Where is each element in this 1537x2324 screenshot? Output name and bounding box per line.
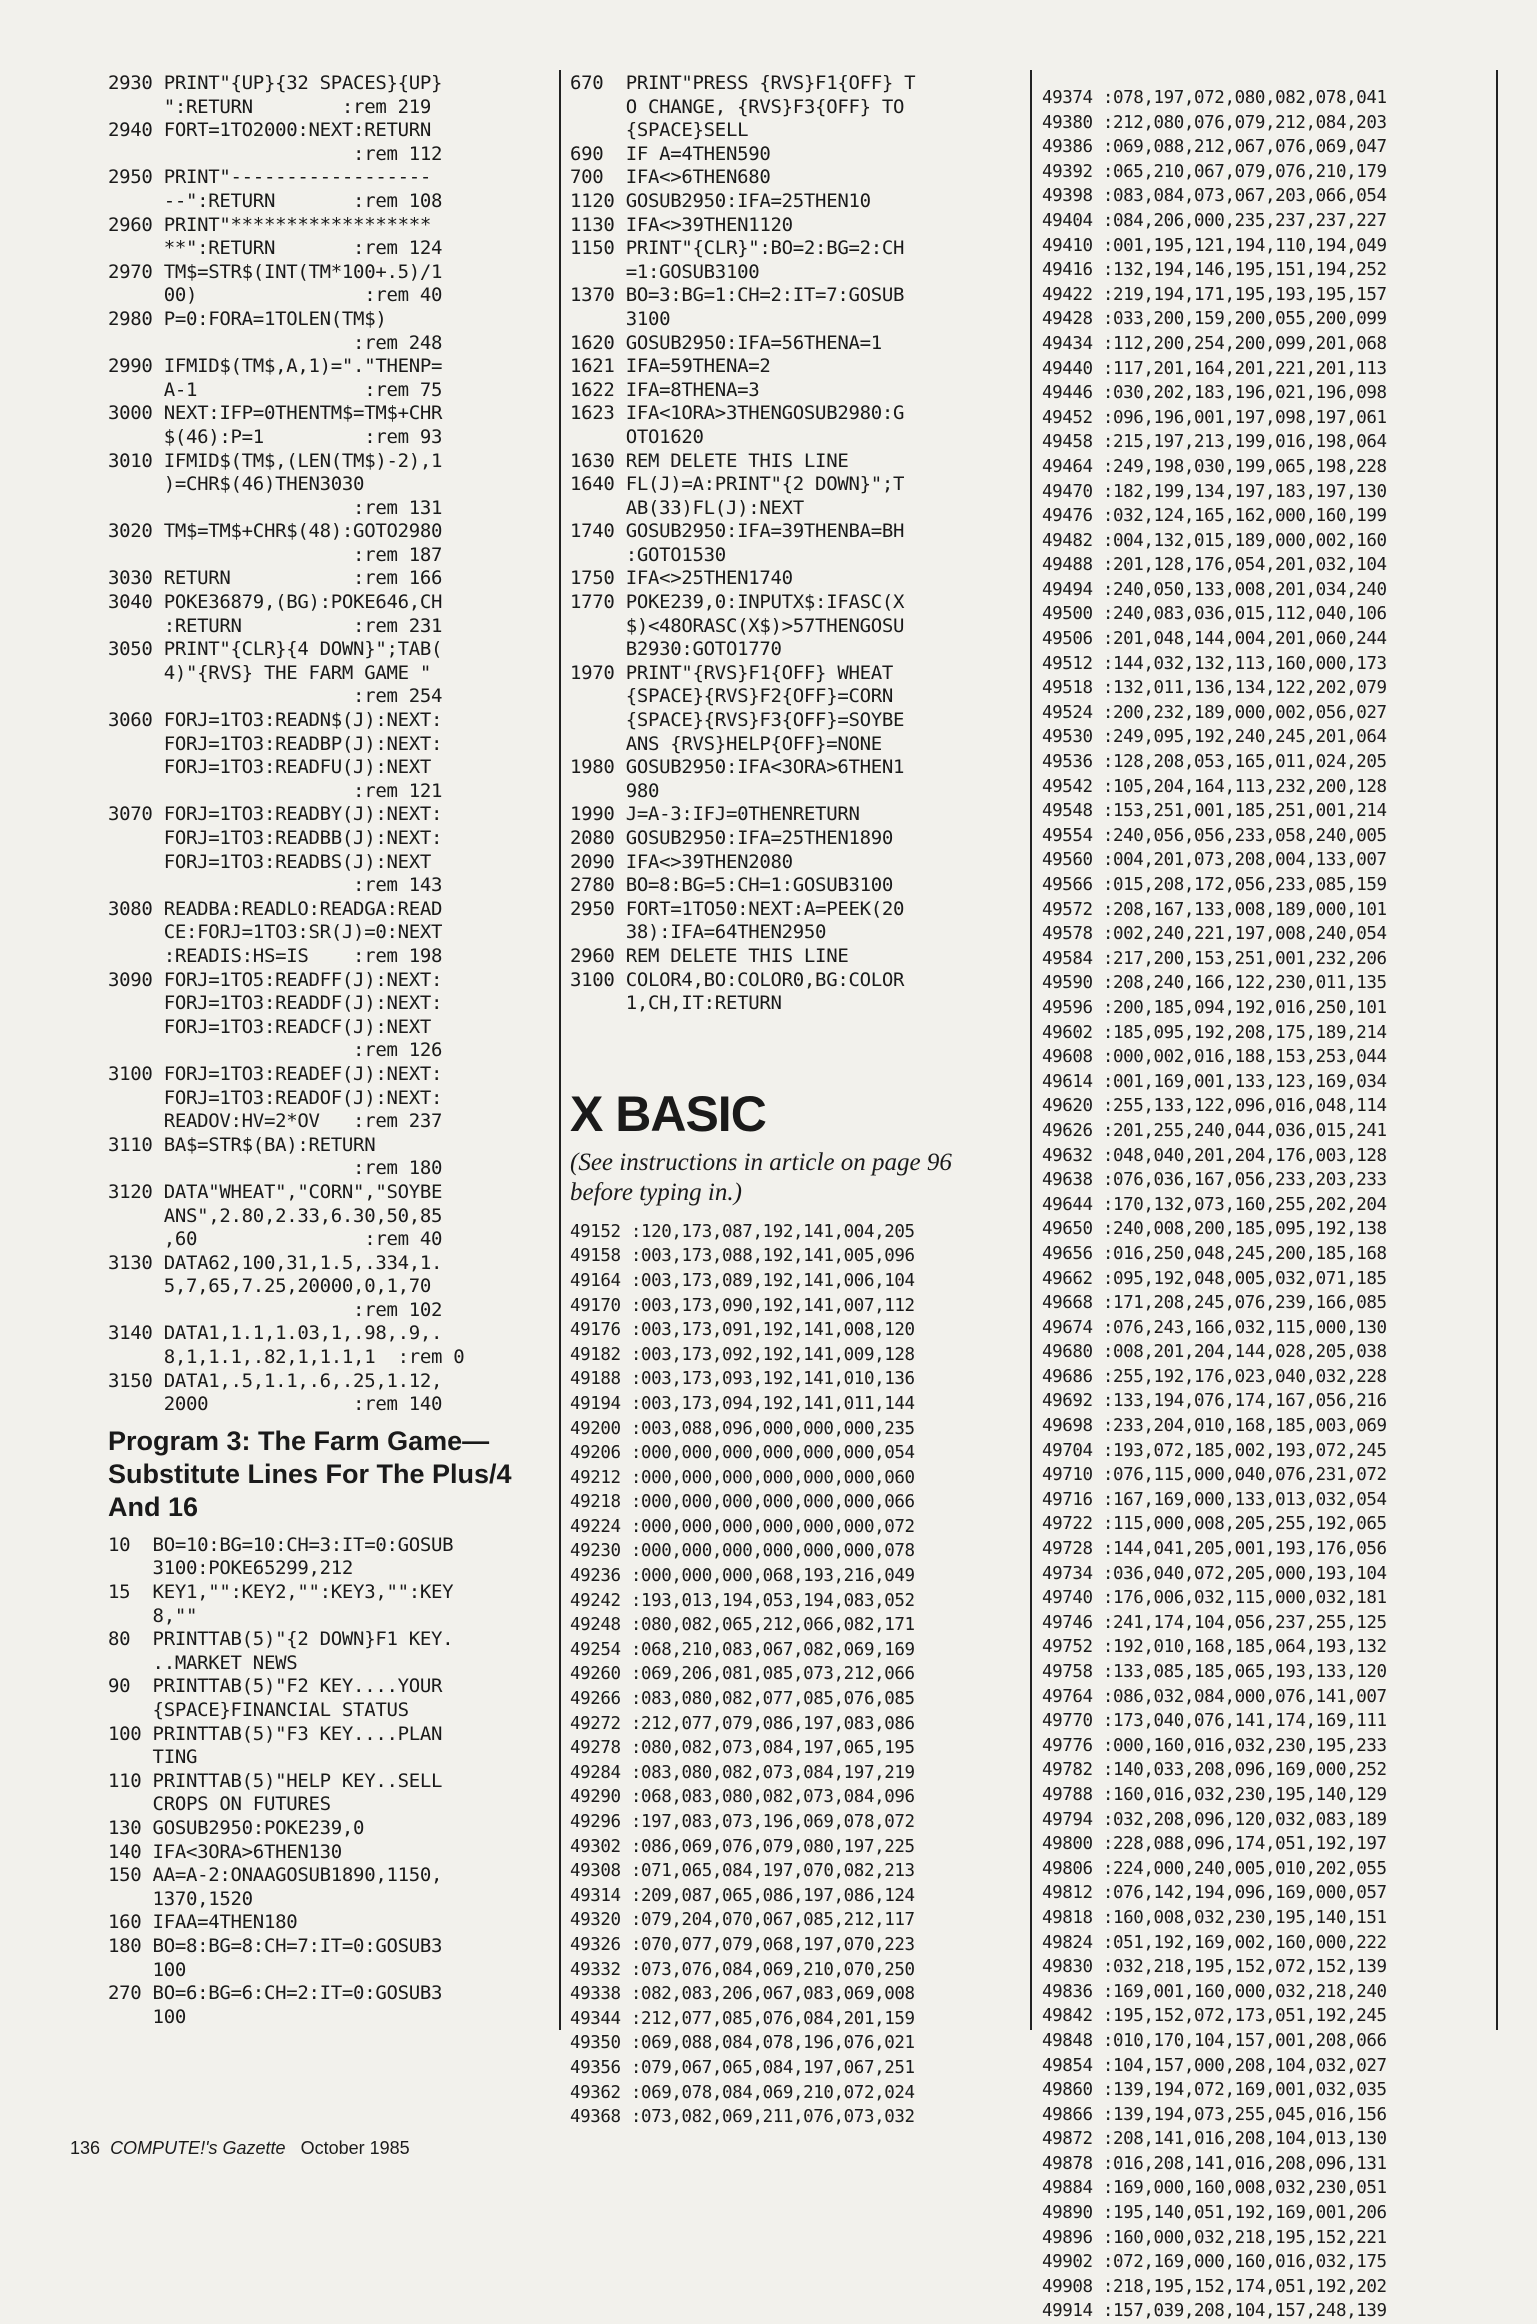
program-3-subtitle: The Farm Game— Substitute Lines For The Plus/4 And 16	[108, 1425, 512, 1522]
program-3-label: Program 3:	[108, 1425, 251, 1456]
magazine-name: COMPUTE!'s Gazette	[110, 2138, 286, 2158]
column-right	[1042, 86, 1492, 2324]
column-rule-right	[1030, 70, 1032, 2030]
page-number: 136	[70, 2138, 101, 2158]
x-basic-title: X BASIC	[570, 1085, 766, 1142]
x-basic-hex-listing-part1: 49152 :120,173,087,192,141,004,205 49158 :003,173,088,192,141,005,096 49164 :003,173,089,192,141,006,104 49170 :003,173,090,192,141,007,112 49176 :003,173,091,192,141,008,120 49182 :003,173,092,192,141,009,128 49188 :003,173,093,192,141,010,136 49194 :003,173,094,192,141,011,144 49200 :003,088,096,000,000,000,235 49206 :000,000,000,000,000,000,054 49212 :000,000,000,000,000,000,060 49218 :000,000,000,000,000,000,066 49224 :000,000,000,000,000,000,072 49230 :000,000,000,000,000,000,078 49236 :000,000,000,068,193,216,049 49242 :193,013,194,053,194,083,052 49248 :080,082,065,212,066,082,171 49254 :068,210,083,067,082,069,169 49260 :069,206,081,085,073,212,066 49266 :083,080,082,077,085,076,085 49272 :212,077,079,086,197,083,086 49278 :080,082,073,084,197,065,195 49284 :083,080,082,073,084,197,219 49290 :068,083,080,082,073,084,096 49296 :197,083,073,196,069,078,072 49302 :086,069,076,079,080,197,225 49308 :071,065,084,197,070,082,213 49314 :209,087,065,086,197,086,124 49320 :079,204,070,067,085,212,117 49326 :070,077,079,068,197,070,223 49332 :073,076,084,069,210,070,250 49338 :082,083,206,067,083,069,008 49344 :212,077,085,076,084,201,159 49350 :069,088,084,078,196,076,021 49356 :079,067,065,084,197,067,251 49362 :069,078,084,069,210,072,024 49368 :073,082,069,211,076,073,032	[570, 1221, 915, 2128]
listing-farm-game-lines-continued: 670 PRINT"PRESS {RVS}F1{OFF} T O CHANGE, {RVS}F3{OFF} TO {SPACE}SELL 690 IF A=4THEN590 700 IFA<>6THEN680 1120 GOSUB2950:IFA=25THEN10 1130 IFA<>39THEN1120 1150 PRINT"{CLR}":BO=2:BG=2:CH =1:GOSUB3100 1370 BO=3:BG=1:CH=2:IT=7:GOSUB 3100 1620 GOSUB2950:IFA=56THENA=1 1621 IFA=59THENA=2 1622 IFA=8THENA=3 1623 IFA<1ORA>3THENGOSUB2980:G OTO1620 1630 REM DELETE THIS LINE 1640 FL(J)=A:PRINT"{2 DOWN}";T AB(33)FL(J):NEXT 1740 GOSUB2950:IFA=39THENBA=BH :GOTO1530 1750 IFA<>25THEN1740 1770 POKE239,0:INPUTX$:IFASC(X $)<48ORASC(X$)>57THENGOSU B2930:GOTO1770 1970 PRINT"{RVS}F1{OFF} WHEAT {SPACE}{RVS}F2{OFF}=CORN {SPACE}{RVS}F3{OFF}=SOYBE ANS {RVS}HELP{OFF}=NONE 1980 GOSUB2950:IFA<3ORA>6THEN1 980 1990 J=A-3:IFJ=0THENRETURN 2080 GOSUB2950:IFA=25THEN1890 2090 IFA<>39THEN2080 2780 BO=8:BG=5:CH=1:GOSUB3100 2950 FORT=1TO50:NEXT:A=PEEK(20 38):IFA=64THEN2950 2960 REM DELETE THIS LINE 3100 COLOR4,BO:COLOR0,BG:COLOR 1,CH,IT:RETURN	[570, 72, 916, 1015]
listing-farm-game-lines: 2930 PRINT"{UP}{32 SPACES}{UP} ":RETURN :rem 219 2940 FORT=1TO2000:NEXT:RETURN :rem 112 2950 PRINT"------------------ --":RETURN :rem 108 2960 PRINT"****************** **":RETURN :rem 124 2970 TM$=STR$(INT(TM*100+.5)/1 00) :rem 40 2980 P=0:FORA=1TOLEN(TM$) :rem 248 2990 IFMID$(TM$,A,1)="."THENP= A-1 :rem 75 3000 NEXT:IFP=0THENTM$=TM$+CHR $(46):P=1 :rem 93 3010 IFMID$(TM$,(LEN(TM$)-2),1 )=CHR$(46)THEN3030 :rem 131 3020 TM$=TM$+CHR$(48):GOTO2980 :rem 187 3030 RETURN :rem 166 3040 POKE36879,(BG):POKE646,CH :RETURN :rem 231 3050 PRINT"{CLR}{4 DOWN}";TAB( 4)"{RVS} THE FARM GAME " :rem 254 3060 FORJ=1TO3:READN$(J):NEXT: FORJ=1TO3:READBP(J):NEXT: FORJ=1TO3:READFU(J):NEXT :rem 121 3070 FORJ=1TO3:READBY(J):NEXT: FORJ=1TO3:READBB(J):NEXT: FORJ=1TO3:READBS(J):NEXT :rem 143 3080 READBA:READLO:READGA:READ CE:FORJ=1TO3:SR(J)=0:NEXT :READIS:HS=IS :rem 198 3090 FORJ=1TO5:READFF(J):NEXT: FORJ=1TO3:READDF(J):NEXT: FORJ=1TO3:READCF(J):NEXT :rem 126 3100 FORJ=1TO3:READEF(J):NEXT: FORJ=1TO3:READOF(J):NEXT: READOV:HV=2*OV :rem 237 3110 BA$=STR$(BA):RETURN :rem 180 3120 DATA"WHEAT","CORN","SOYBE ANS",2.80,2.33,6.30,50,85 ,60 :rem 40 3130 DATA62,100,31,1.5,.334,1. 5,7,65,7.25,20000,0,1,70 :rem 102 3140 DATA1,1.1,1.03,1,.98,.9,. 8,1,1.1,.82,1,1.1,1 :rem 0 3150 DATA1,.5,1.1,.6,.25,1.12, 2000 :rem 140	[108, 72, 465, 1416]
column-left	[108, 72, 548, 2029]
x-basic-hex-listing-part2: 49374 :078,197,072,080,082,078,041 49380 :212,080,076,079,212,084,203 49386 :069,088,212,067,076,069,047 49392 :065,210,067,079,076,210,179 49398 :083,084,073,067,203,066,054 49404 :084,206,000,235,237,237,227 49410 :001,195,121,194,110,194,049 49416 :132,194,146,195,151,194,252 49422 :219,194,171,195,193,195,157 49428 :033,200,159,200,055,200,099 49434 :112,200,254,200,099,201,068 49440 :117,201,164,201,221,201,113 49446 :030,202,183,196,021,196,098 49452 :096,196,001,197,098,197,061 49458 :215,197,213,199,016,198,064 49464 :249,198,030,199,065,198,228 49470 :182,199,134,197,183,197,130 49476 :032,124,165,162,000,160,199 49482 :004,132,015,189,000,002,160 49488 :201,128,176,054,201,032,104 49494 :240,050,133,008,201,034,240 49500 :240,083,036,015,112,040,106 49506 :201,048,144,004,201,060,244 49512 :144,032,132,113,160,000,173 49518 :132,011,136,134,122,202,079 49524 :200,232,189,000,002,056,027 49530 :249,095,192,240,245,201,064 49536 :128,208,053,165,011,024,205 49542 :105,204,164,113,232,200,128 49548 :153,251,001,185,251,001,214 49554 :240,056,056,233,058,240,005 49560 :004,201,073,208,004,133,007 49566 :015,208,172,056,233,085,159 49572 :208,167,133,008,189,000,101 49578 :002,240,221,197,008,240,054 49584 :217,200,153,251,001,232,206 49590 :208,240,166,122,230,011,135 49596 :200,185,094,192,016,250,101 49602 :185,095,192,208,175,189,214 49608 :000,002,016,188,153,253,044 49614 :001,169,001,133,123,169,034 49620 :255,133,122,096,016,048,114 49626 :201,255,240,044,036,015,241 49632 :048,040,201,204,176,003,128 49638 :076,036,167,056,233,203,233 49644 :170,132,073,160,255,202,204 49650 :240,008,200,185,095,192,138 49656 :016,250,048,245,200,185,168 49662 :095,192,048,005,032,071,185 49668 :171,208,245,076,239,166,085 49674 :076,243,166,032,115,000,130 49680 :008,201,204,144,028,205,038 49686 :255,192,176,023,040,032,228 49692 :133,194,076,174,167,056,216 49698 :233,204,010,168,185,003,069 49704 :193,072,185,002,193,072,245 49710 :076,115,000,040,076,231,072 49716 :167,169,000,133,013,032,054 49722 :115,000,008,205,255,192,065 49728 :144,041,205,001,193,176,056 49734 :036,040,072,205,000,193,104 49740 :176,006,032,115,000,032,181 49746 :241,174,104,056,237,255,125 49752 :192,010,168,185,064,193,132 49758 :133,085,185,065,193,133,120 49764 :086,032,084,000,076,141,007 49770 :173,040,076,141,174,169,111 49776 :000,160,016,032,230,195,233 49782 :140,033,208,096,169,000,252 49788 :160,016,032,230,195,140,129 49794 :032,208,096,120,032,083,189 49800 :228,088,096,174,051,192,197 49806 :224,000,240,005,010,202,055 49812 :076,142,194,096,169,000,057 49818 :160,008,032,230,195,140,151 49824 :051,192,169,002,160,000,222 49830 :032,218,195,152,072,152,139 49836 :169,001,160,000,032,218,240 49842 :195,152,072,173,051,192,245 49848 :010,170,104,157,001,208,066 49854 :104,157,000,208,104,032,027 49860 :139,194,072,169,001,032,035 49866 :139,194,073,255,045,016,156 49872 :208,141,016,208,104,013,130 49878 :016,208,141,016,208,096,131 49884 :169,000,160,008,032,230,051 49890 :195,140,051,192,169,001,206 49896 :160,000,032,218,195,152,221 49902 :072,169,000,160,016,032,175 49908 :218,195,152,174,051,192,202 49914 :157,039,208,104,157,248,139	[1042, 88, 1387, 2322]
program-3-heading	[108, 1425, 548, 1524]
column-middle	[570, 72, 1010, 2130]
listing-plus4-substitute-lines: 10 BO=10:BG=10:CH=3:IT=0:GOSUB 3100:POKE65299,212 15 KEY1,"":KEY2,"":KEY3,"":KEY 8,"" 80 PRINTTAB(5)"{2 DOWN}F1 KEY. ..MARKET NEWS 90 PRINTTAB(5)"F2 KEY....YOUR {SPACE}FINANCIAL STATUS 100 PRINTTAB(5)"F3 KEY....PLAN TING 110 PRINTTAB(5)"HELP KEY..SELL CROPS ON FUTURES 130 GOSUB2950:POKE239,0 140 IFA<3ORA>6THEN130 150 AA=A-2:ONAAGOSUB1890,1150, 1370,1520 160 IFAA=4THEN180 180 BO=8:BG=8:CH=7:IT=0:GOSUB3 100 270 BO=6:BG=6:CH=2:IT=0:GOSUB3 100	[108, 1533, 454, 2028]
page-footer	[70, 2138, 410, 2159]
x-basic-instructions: (See instructions in article on page 96 before typing in.)	[570, 1148, 952, 1206]
issue-date: October 1985	[300, 2138, 410, 2158]
column-rule-left	[559, 70, 561, 2030]
column-rule-outer-right	[1496, 70, 1498, 2030]
